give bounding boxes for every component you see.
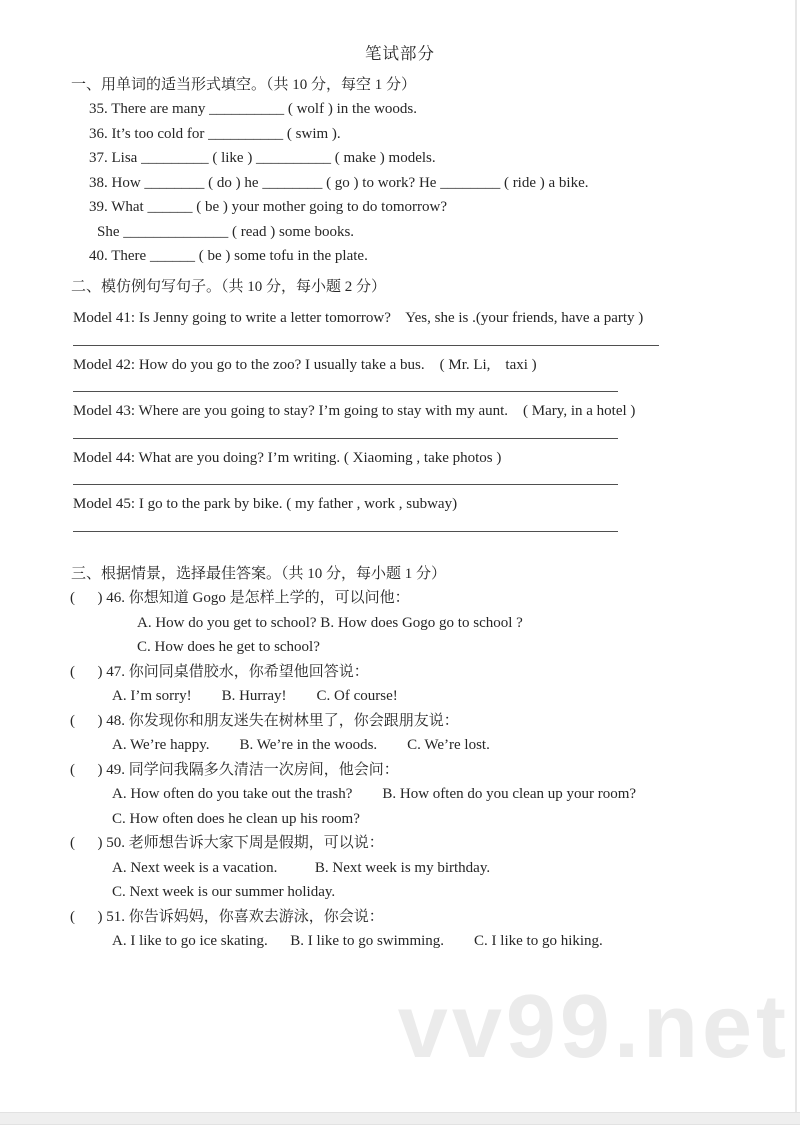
answer-line-45 xyxy=(73,517,618,532)
model-42: Model 42: How do you go to the zoo? I usually take a bus. ( Mr. Li, taxi ) xyxy=(73,356,537,373)
model-45: Model 45: I go to the park by bike. ( my father , work , subway) xyxy=(73,496,458,512)
question-50-options-line-1: A. Next week is a vacation. B. Next week is my birthday. xyxy=(112,859,491,876)
question-51-options-line-1: A. I like to go ice skating. B. I like to go swimming. C. I like to go hiking. xyxy=(112,933,603,949)
question-50-options-line-2: C. Next week is our summer holiday. xyxy=(112,884,336,900)
question-48-options-line-1: A. We’re happy. B. We’re in the woods. C. We’re lost. xyxy=(112,737,490,753)
section-2-heading: 二、模仿例句写句子。（共 10 分，每小题 2 分） xyxy=(71,278,387,295)
question-46-options-line-1: A. How do you get to school? B. How does Gogo go to school ? xyxy=(137,614,523,631)
page-edge-line xyxy=(795,0,797,1112)
next-page-area xyxy=(0,1125,800,1137)
question-50-stem: ( ) 50. 老师想告诉大家下周是假期，可以说： xyxy=(70,835,384,851)
model-43: Model 43: Where are you going to stay? I’m going to stay with my aunt. ( Mary, in a hotel ) xyxy=(73,403,636,419)
question-46-options-line-2: C. How does he get to school? xyxy=(137,639,320,655)
answer-line-42 xyxy=(73,377,618,392)
question-36: 36. It’s too cold for __________ ( swim ). xyxy=(89,125,341,142)
question-39-continuation: She ______________ ( read ) some books. xyxy=(97,223,355,240)
question-40: 40. There ______ ( be ) some tofu in the plate. xyxy=(89,248,368,264)
question-49-options-line-2: C. How often does he clean up his room? xyxy=(112,810,360,827)
watermark: vv99.net xyxy=(397,977,790,1077)
answer-line-41 xyxy=(73,331,659,346)
model-41: Model 41: Is Jenny going to write a letter tomorrow? Yes, she is .(your friends, have a party ) xyxy=(73,310,644,326)
answer-line-44 xyxy=(73,470,618,485)
question-49-stem: ( ) 49. 同学问我隔多久清洁一次房间，他会问： xyxy=(70,761,399,778)
question-47-options-line-1: A. I’m sorry! B. Hurray! C. Of course! xyxy=(112,688,398,704)
section-3-heading: 三、根据情景，选择最佳答案。（共 10 分，每小题 1 分） xyxy=(71,565,447,582)
question-48-stem: ( ) 48. 你发现你和朋友迷失在树林里了，你会跟朋友说： xyxy=(70,712,459,729)
question-46-stem: ( ) 46. 你想知道 Gogo 是怎样上学的，可以问他： xyxy=(70,590,410,606)
page-divider-band xyxy=(0,1112,800,1125)
answer-line-43 xyxy=(73,424,618,439)
section-1-heading: 一、用单词的适当形式填空。（共 10 分，每空 1 分） xyxy=(71,76,417,93)
question-49-options-line-1: A. How often do you take out the trash? B. How often do you clean up your room? xyxy=(112,786,637,802)
question-37: 37. Lisa _________ ( like ) __________ ( make ) models. xyxy=(89,150,436,166)
question-51-stem: ( ) 51. 你告诉妈妈，你喜欢去游泳，你会说： xyxy=(70,908,384,925)
question-38: 38. How ________ ( do ) he ________ ( go ) to work? He ________ ( ride ) a bike. xyxy=(89,174,589,191)
question-35: 35. There are many __________ ( wolf ) in the woods. xyxy=(89,101,417,117)
question-47-stem: ( ) 47. 你问同桌借胶水，你希望他回答说： xyxy=(70,663,369,680)
question-39: 39. What ______ ( be ) your mother going to do tomorrow? xyxy=(89,199,447,215)
page-title: 笔试部分 xyxy=(365,44,435,63)
model-44: Model 44: What are you doing? I’m writing. ( Xiaoming , take photos ) xyxy=(73,449,502,466)
